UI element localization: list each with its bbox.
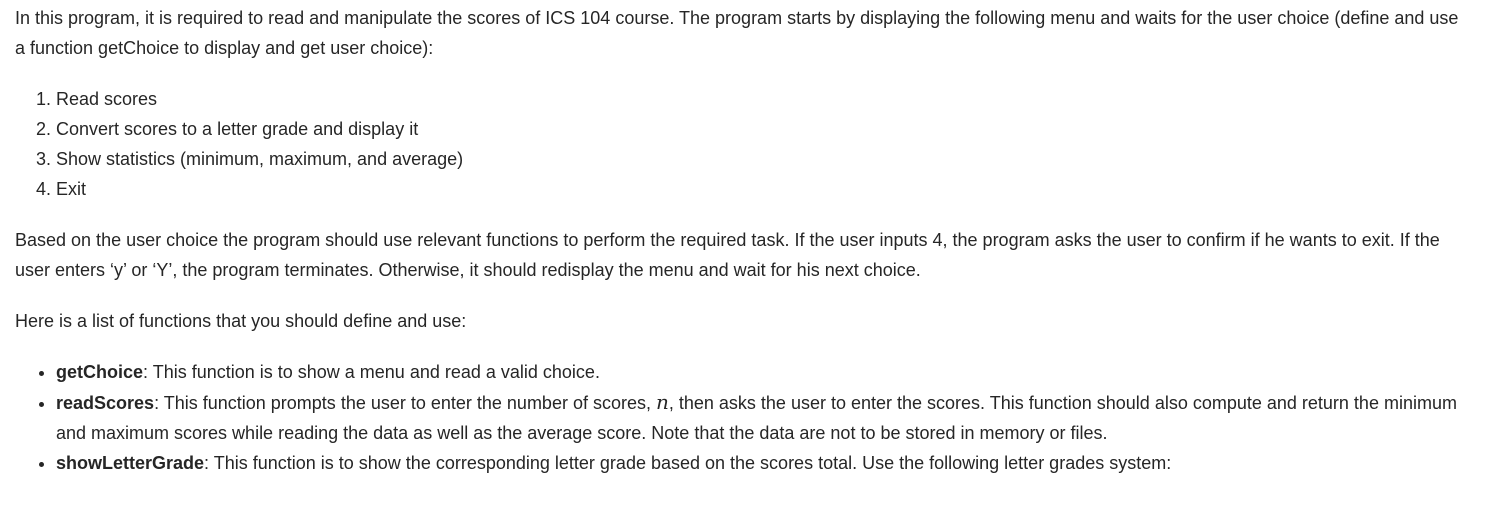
function-description-end: , then asks the user to enter the scores. This function should also compute and return the minimum and maximum scores while reading the data as well as the average score. Note that the data are not to be stored in memory or files. (56, 393, 1457, 443)
function-description-start: : This function prompts the user to enter the number of scores, (154, 393, 656, 413)
function-item-readscores (56, 387, 1470, 448)
choice-paragraph: Based on the user choice the program should use relevant functions to perform the required task. If the user inputs 4, the program asks the user to confirm if he wants to exit. If the user enters ‘y’ or ‘Y’, the program terminates. Otherwise, it should redisplay the menu and wait for his next choice. (15, 230, 1440, 280)
function-description: : This function is to show the corresponding letter grade based on the scores total. Use the following letter grades system: (204, 453, 1172, 473)
intro-paragraph: In this program, it is required to read and manipulate the scores of ICS 104 course. The program starts by displaying the following menu and waits for the user choice (define and use a function getChoice to display and get user choice): (15, 8, 1459, 58)
menu-list (15, 84, 1470, 204)
function-name: readScores (56, 393, 155, 413)
math-variable-n: n (655, 390, 669, 414)
function-description: : This function is to show a menu and read a valid choice. (143, 362, 600, 382)
function-item-getchoice (56, 357, 1470, 387)
menu-item-exit: 4. Exit (56, 174, 1470, 204)
function-name: showLetterGrade (56, 453, 205, 473)
function-item-showlettergrade (56, 448, 1470, 478)
menu-item-show-statistics: 3. Show statistics (minimum, maximum, and average) (56, 144, 1470, 174)
functions-list (15, 357, 1470, 478)
menu-item-convert-scores: 2. Convert scores to a letter grade and display it (56, 114, 1470, 144)
functions-intro-paragraph: Here is a list of functions that you should define and use: (15, 311, 467, 331)
menu-item-read-scores: 1. Read scores (56, 84, 1470, 114)
function-name: getChoice (56, 362, 144, 382)
